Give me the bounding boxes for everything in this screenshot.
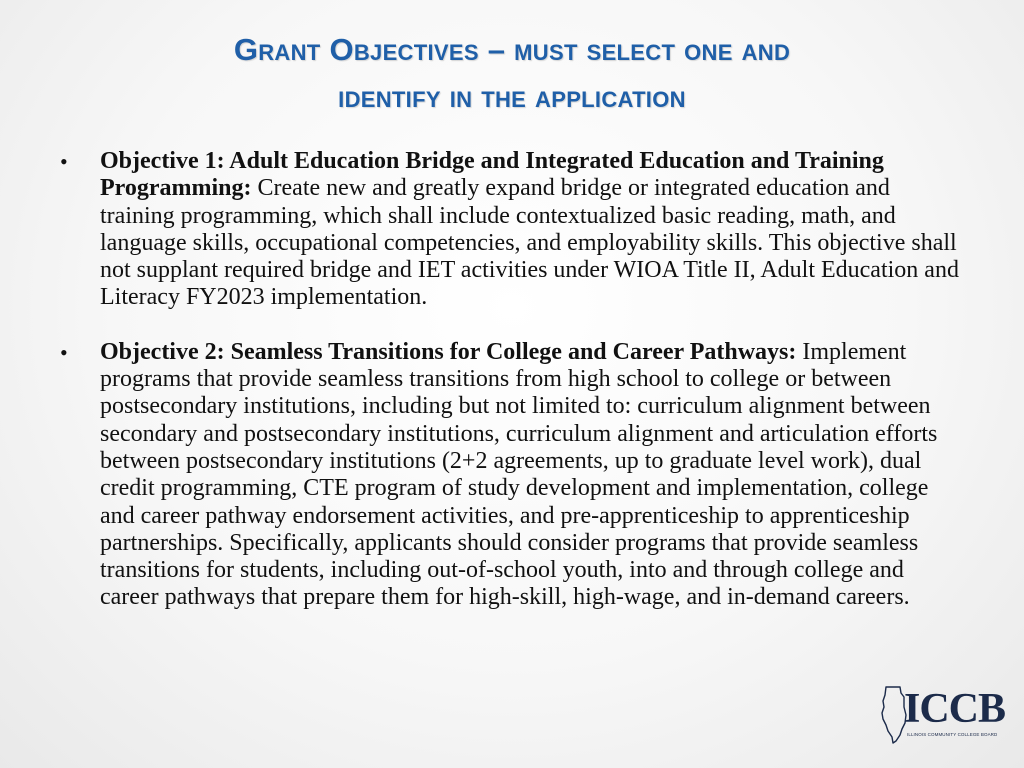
objective-1-label: Objective 1: Adult Education Bridge and Integrated Education and Training Programming: <box>100 148 884 202</box>
bullet-icon: • <box>60 339 68 365</box>
objective-item-2 <box>60 339 960 612</box>
slide-title-line-2: identify in the application <box>338 79 686 114</box>
bullet-icon: • <box>60 149 68 174</box>
logo-subtitle: ILLINOIS COMMUNITY COLLEGE BOARD <box>907 732 998 737</box>
slide-title <box>40 26 984 120</box>
objective-2-label: Objective 2: Seamless Transitions for College and Career Pathways: <box>100 338 797 365</box>
objective-item-1 <box>60 148 960 312</box>
iccb-logo <box>880 685 1008 747</box>
slide-title-line-1: Grant Objectives – must select one and <box>233 32 791 67</box>
objective-2-text: Implement programs that provide seamless transitions from high school to college or between postsecondary institutions, including but not limited to: curriculum alignment between secondary and postsecondary institutions, curriculum alignment and articulation efforts between postsecondary institutions (2+2 agreements, up to graduate level work), dual credit programming, CTE program of study development and implementation, college and career pathway endorsement activities, and pre-apprenticeship to apprenticeship partnerships. Specifically, applicants should consider programs that provide seamless transitions for students, including out-of-school youth, into and through college and career pathways that prepare them for high-skill, high-wage, and in-demand careers. <box>100 338 938 611</box>
logo-wordmark: ICCB <box>904 686 1006 732</box>
objective-1-text: Create new and greatly expand bridge or integrated education and training programming, which shall include contextualized basic reading, math, and language skills, occupational competencies, and employability skills. This objective shall not supplant required bridge and IET activities under WIOA Title II, Adult Education and Literacy FY2023 implementation. <box>100 175 959 311</box>
objectives-list <box>60 148 960 612</box>
